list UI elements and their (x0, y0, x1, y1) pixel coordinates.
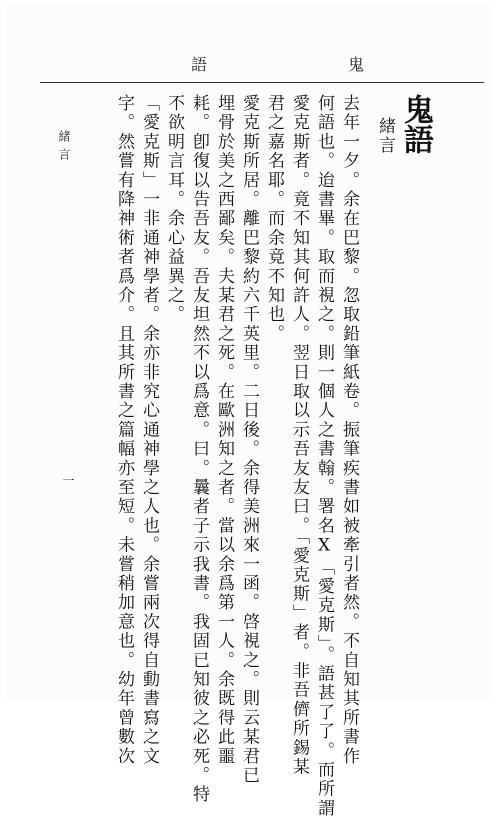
running-header-right: 鬼 (348, 55, 367, 74)
chapter-title: 鬼語 (398, 94, 433, 154)
page-number: 一 (61, 474, 75, 489)
side-section-label: 緒言 (57, 130, 71, 166)
body-line-4: 君之嘉名耶。而余竟不知也。 (264, 94, 284, 344)
body-line-9: 「愛克斯」一非通神學者。余亦非究心通神學之人也。余嘗兩次得自動書寫之文 (139, 94, 159, 766)
body-line-3: 愛克斯者。竟不知其何許人。翌日取以示吾友友曰。「愛克斯」者。非吾儕所錫某 (289, 94, 309, 777)
body-line-6: 埋骨於美之西鄙矣。夫某君之死。在歐洲知之者。當以余爲第一人。余既得此噩 (214, 94, 234, 766)
chapter-subtitle: 緒言 (375, 117, 395, 156)
body-line-2: 何語也。迨書畢。取而視之。則一個人之書翰。署名X「愛克斯」。語甚了了。而所謂 (314, 94, 334, 818)
header-rule (40, 82, 484, 83)
body-line-1: 去年一夕。余在巴黎。忽取鉛筆紙卷。振筆疾書如被牽引者然。不自知其所書作 (339, 94, 359, 766)
body-line-5: 愛克斯所居。離巴黎約六千英里。二日後。余得美洲來一函。啓視之。則云某君已 (239, 94, 259, 786)
body-line-10: 字。然嘗有降神術者爲介。且其所書之篇幅亦至短。未嘗稍加意也。幼年曾數次 (114, 94, 134, 766)
book-page (6, 4, 493, 818)
body-line-8: 不欲明言耳。余心益異之。 (164, 94, 184, 325)
body-line-7: 耗。卽復以告吾友。吾友坦然不以爲意。曰。曩者子示我書。我固已知彼之必死。特 (189, 94, 209, 805)
running-header-left: 語 (191, 55, 210, 74)
